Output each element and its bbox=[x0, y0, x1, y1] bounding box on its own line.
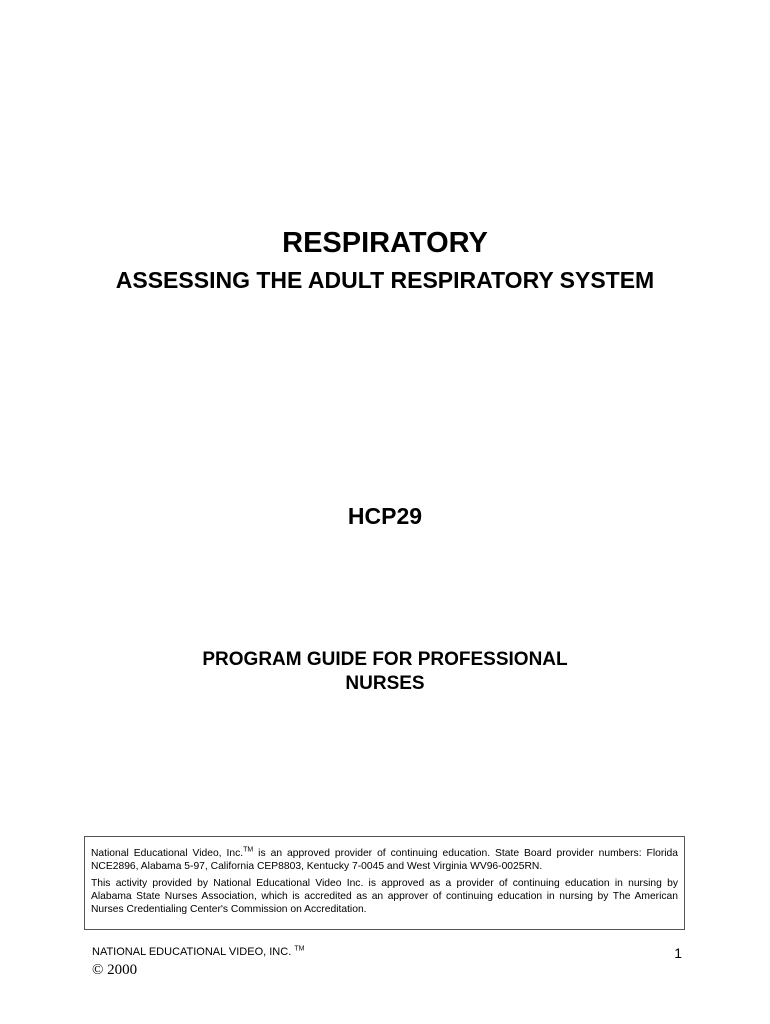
page-number: 1 bbox=[674, 945, 682, 961]
program-guide-title: PROGRAM GUIDE FOR PROFESSIONAL NURSES bbox=[202, 649, 568, 694]
activity-statement: This activity provided by National Educational Video Inc. is approved as a provider of continuing education in nursing by Alabama State Nurses Association, which is accredited as an approver of continuing education in nursing by The American Nurses Credentialing Center's Commission on Accreditation. bbox=[91, 878, 678, 915]
document-subtitle: ASSESSING THE ADULT RESPIRATORY SYSTEM bbox=[115, 267, 655, 293]
footer-trademark-mark: TM bbox=[294, 945, 305, 953]
course-code: HCP29 bbox=[347, 503, 423, 529]
provider-name: National Educational Video, Inc. bbox=[91, 848, 244, 859]
provider-text: is an approved provider of continuing education. State Board provider numbers: Florida NCE2896, Alabama 5-97, California CEP8803, Kentucky 7-0045 and West Virginia WV96-0025RN. bbox=[91, 848, 679, 872]
copyright-notice: © 2000 bbox=[92, 962, 138, 978]
footer-company bbox=[92, 945, 304, 959]
accreditation-notice-box bbox=[84, 836, 685, 930]
trademark-mark: TM bbox=[243, 846, 254, 854]
provider-statement bbox=[91, 847, 678, 873]
document-title: RESPIRATORY bbox=[282, 227, 488, 259]
footer-company-name: NATIONAL EDUCATIONAL VIDEO, INC. bbox=[92, 946, 295, 958]
